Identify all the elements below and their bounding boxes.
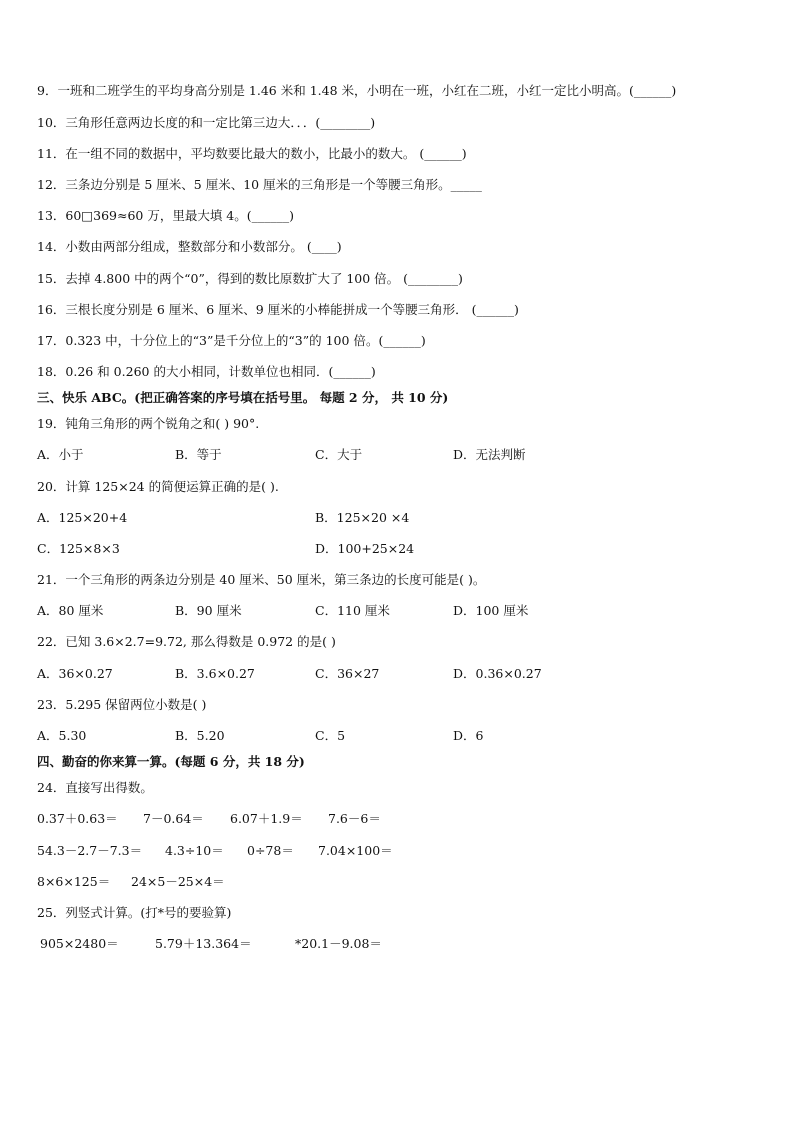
question-10: 10．三角形任意两边长度的和一定比第三边大．．．(________) [37,115,376,130]
calc-24-1: 0.37＋0.63＝ [37,811,118,826]
question-12: 12．三条边分别是 5 厘米、5 厘米、10 厘米的三角形是一个等腰三角形。_____ [37,177,482,192]
calc-24-2: 7－0.64＝ [143,811,204,826]
calc-24-7: 0÷78＝ [247,843,294,858]
option-19-d: D．无法判断 [453,447,526,462]
option-23-a: A．5.30 [37,728,87,743]
question-11: 11．在一组不同的数据中，平均数要比最大的数小，比最小的数大。 (______) [37,146,467,161]
question-14: 14．小数由两部分组成，整数部分和小数部分。 (____) [37,239,342,254]
question-22: 22．已知 3.6×2.7=9.72, 那么得数是 0.972 的是( ) [37,634,336,649]
question-24: 24．直接写出得数。 [37,780,153,795]
option-21-d: D．100 厘米 [453,603,529,618]
option-19-a: A．小于 [37,447,84,462]
option-20-b: B．125×20 ×4 [315,510,410,525]
option-19-b: B．等于 [175,447,222,462]
question-13: 13．60□369≈60 万，里最大填 4。(______) [37,208,295,223]
question-15: 15．去掉 4.800 中的两个“0”，得到的数比原数扩大了 100 倍。 (________) [37,271,463,286]
option-22-a: A．36×0.27 [37,666,113,681]
option-22-d: D．0.36×0.27 [453,666,542,681]
calc-25-3: *20.1－9.08＝ [295,936,382,951]
question-20: 20．计算 125×24 的简便运算正确的是( ). [37,479,279,494]
option-23-c: C．5 [315,728,346,743]
calc-25-2: 5.79＋13.364＝ [155,936,252,951]
calc-24-8: 7.04×100＝ [318,843,393,858]
calc-24-6: 4.3÷10＝ [165,843,224,858]
calc-24-5: 54.3－2.7－7.3＝ [37,843,143,858]
section-4-title: 四、勤奋的你来算一算。(每题 6 分，共 18 分) [37,754,305,769]
option-20-a: A．125×20+4 [37,510,128,525]
calc-24-3: 6.07＋1.9＝ [230,811,303,826]
question-25: 25．列竖式计算。(打*号的要验算) [37,905,232,920]
option-22-b: B．3.6×0.27 [175,666,255,681]
option-19-c: C．大于 [315,447,363,462]
calc-24-4: 7.6－6＝ [328,811,381,826]
option-21-b: B．90 厘米 [175,603,242,618]
option-21-c: C．110 厘米 [315,603,390,618]
section-3-title: 三、快乐 ABC。(把正确答案的序号填在括号里。 每题 2 分， 共 10 分) [37,390,449,405]
question-18: 18．0.26 和 0.260 的大小相同，计数单位也相同．(______) [37,364,376,379]
calc-24-10: 24×5－25×4＝ [131,874,225,889]
calc-24-9: 8×6×125＝ [37,874,111,889]
option-20-d: D．100+25×24 [315,541,415,556]
option-23-d: D．6 [453,728,484,743]
question-16: 16．三根长度分别是 6 厘米、6 厘米、9 厘米的小棒能拼成一个等腰三角形． (______) [37,302,519,317]
question-17: 17．0.323 中，十分位上的“3”是千分位上的“3”的 100 倍。(______) [37,333,426,348]
option-23-b: B．5.20 [175,728,225,743]
question-9: 9．一班和二班学生的平均身高分别是 1.46 米和 1.48 米，小明在一班，小红在二班，小红一定比小明高。(______) [37,83,677,98]
option-22-c: C．36×27 [315,666,380,681]
question-21: 21．一个三角形的两条边分别是 40 厘米、50 厘米，第三条边的长度可能是( )。 [37,572,486,587]
option-20-c: C．125×8×3 [37,541,120,556]
question-23: 23．5.295 保留两位小数是( ) [37,697,207,712]
question-19: 19．钝角三角形的两个锐角之和( ) 90°. [37,416,260,431]
option-21-a: A．80 厘米 [37,603,104,618]
calc-25-1: 905×2480＝ [40,936,119,951]
